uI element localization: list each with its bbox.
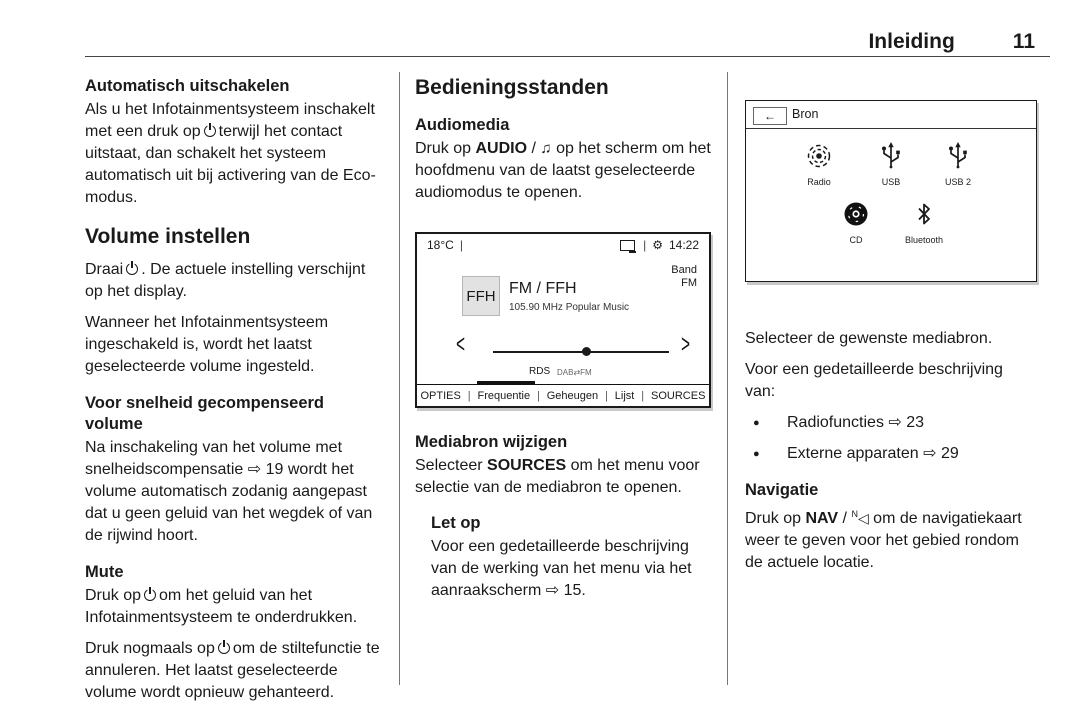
usb-icon — [946, 141, 970, 169]
heading-auto-off: Automatisch uitschakelen — [85, 77, 290, 95]
chapter-title: Inleiding — [868, 30, 955, 53]
power-icon — [126, 263, 138, 275]
radio-icon — [806, 143, 832, 169]
bron-header — [746, 101, 1036, 129]
dab-fm-indicator: DAB⇄FM — [557, 368, 592, 377]
separator: | — [643, 238, 647, 252]
source-item-radio: Radio — [787, 143, 851, 187]
music-note-icon: ♫ — [540, 140, 552, 157]
list-item — [745, 412, 1037, 434]
nav-icon: $^N$◁ — [851, 509, 869, 526]
preset-box: FFH — [462, 276, 500, 316]
paragraph: Wanneer het Infotainmentsysteem ingeschakeld is, wordt het laatst geselecteerde volume ingesteld. — [85, 314, 329, 375]
list-item — [745, 443, 1037, 465]
source-item-cd: CD — [824, 201, 888, 245]
back-arrow-icon: ← — [764, 109, 776, 123]
tune-next-icon: > — [681, 331, 690, 360]
audio-button-label: AUDIO — [475, 140, 528, 157]
separator: | — [459, 238, 463, 252]
paragraph: Selecteer SOURCES om het menu voor selectie van de mediabron te openen. — [415, 457, 700, 496]
paragraph: Na inschakeling van het volume met snelheidscompensatie ⇨ 19 wordt het volume automatisch zodanig aangepast dat u geen geluid van het wegdek of van de rijwind hoort. — [85, 439, 373, 544]
menu-item-geheugen: Geheugen — [546, 389, 599, 402]
band-indicator: Band FM — [671, 264, 697, 289]
heading-audiomedia: Audiomedia — [415, 116, 510, 134]
column-left — [85, 70, 381, 713]
cd-icon — [843, 201, 869, 227]
menu-item-opties: OPTIES — [420, 389, 461, 402]
frequency-slider-track — [493, 351, 669, 353]
heading-speed-volume: Voor snelheid gecompenseerd volume — [85, 394, 325, 433]
note-block — [415, 513, 711, 602]
paragraph: Als u het Infotainmentsysteem inschakelt met een druk op terwijl het contact uitstaat, dan schakelt het systeem automatisch uit bij activering van de Eco-modus. — [85, 101, 376, 206]
station-name: FM / FFH — [509, 280, 577, 297]
display-icon — [620, 240, 635, 251]
column-divider — [399, 72, 400, 685]
separator: | — [536, 389, 540, 402]
source-item-usb2: USB 2 — [926, 141, 990, 187]
back-button — [753, 107, 787, 125]
heading-navigatie: Navigatie — [745, 481, 819, 499]
source-menu-figure — [745, 100, 1037, 282]
source-item-bluetooth: Bluetooth — [892, 201, 956, 245]
paragraph: Selecteer de gewenste mediabron. — [745, 330, 993, 347]
sources-button-label: SOURCES — [487, 457, 567, 474]
nav-button-label: NAV — [805, 510, 839, 527]
clock-readout: 14:22 — [668, 238, 699, 252]
header-divider — [85, 56, 1050, 57]
power-icon — [144, 589, 156, 601]
rds-indicator: RDS — [529, 366, 551, 377]
separator: | — [605, 389, 608, 402]
tune-previous-icon: < — [456, 331, 465, 360]
heading-mute: Mute — [85, 563, 124, 581]
column-right — [745, 70, 1037, 583]
source-item-usb: USB — [859, 141, 923, 187]
separator: | — [467, 389, 471, 402]
paragraph: Druk op AUDIO / ♫ op het scherm om het hoofdmenu van de laatst geselecteerde audiomodus te openen. — [415, 140, 711, 201]
heading-mediabron: Mediabron wijzigen — [415, 433, 568, 451]
page-header — [85, 30, 1035, 54]
bullet-icon: ● — [753, 448, 760, 460]
column-middle — [415, 70, 711, 611]
bullet-icon: ● — [753, 417, 760, 429]
paragraph: Draai . De actuele instelling verschijnt op het display. — [85, 261, 366, 300]
menu-item-frequentie: Frequentie — [477, 389, 531, 402]
list-item-text: Externe apparaten ⇨ 29 — [787, 445, 959, 462]
list-item-text: Radiofuncties ⇨ 23 — [787, 414, 925, 431]
bron-title: Bron — [792, 107, 819, 121]
menu-item-lijst: Lijst — [614, 389, 635, 402]
menu-item-sources: SOURCES — [651, 389, 706, 402]
gear-icon: ⚙ — [652, 238, 663, 252]
heading-bedieningsstanden: Bedieningsstanden — [415, 76, 609, 99]
heading-volume: Volume instellen — [85, 225, 251, 248]
page-number: 11 — [1012, 30, 1035, 53]
paragraph: Voor een gedetailleerde beschrijving van de werking van het menu via het aanraakscherm ⇨ 15. — [431, 538, 692, 599]
radio-status-bar — [427, 238, 699, 252]
column-divider — [727, 72, 728, 685]
bluetooth-icon — [912, 201, 936, 227]
separator: | — [641, 389, 645, 402]
paragraph: Druk op NAV / $^N$◁ om de navigatiekaart weer te geven voor het gebied rondom de actuele locatie. — [745, 509, 1022, 571]
temperature-readout: 18°C — [427, 238, 454, 252]
frequency-slider-handle — [582, 347, 591, 356]
paragraph: Druk nogmaals op om de stiltefunctie te annuleren. Het laatst geselecteerde volume wordt opnieuw gehanteerd. — [85, 640, 380, 701]
radio-menu-bar — [417, 384, 709, 406]
radio-display-figure — [415, 232, 711, 408]
heading-let-op: Let op — [431, 514, 481, 532]
power-icon — [218, 642, 230, 654]
power-icon — [204, 125, 216, 137]
usb-icon — [879, 141, 903, 169]
paragraph: Druk op om het geluid van het Infotainmentsysteem te onderdrukken. — [85, 587, 358, 626]
paragraph: Voor een gedetailleerde beschrijving van: — [745, 361, 1003, 400]
frequency-info: 105.90 MHz Popular Music — [509, 302, 630, 313]
